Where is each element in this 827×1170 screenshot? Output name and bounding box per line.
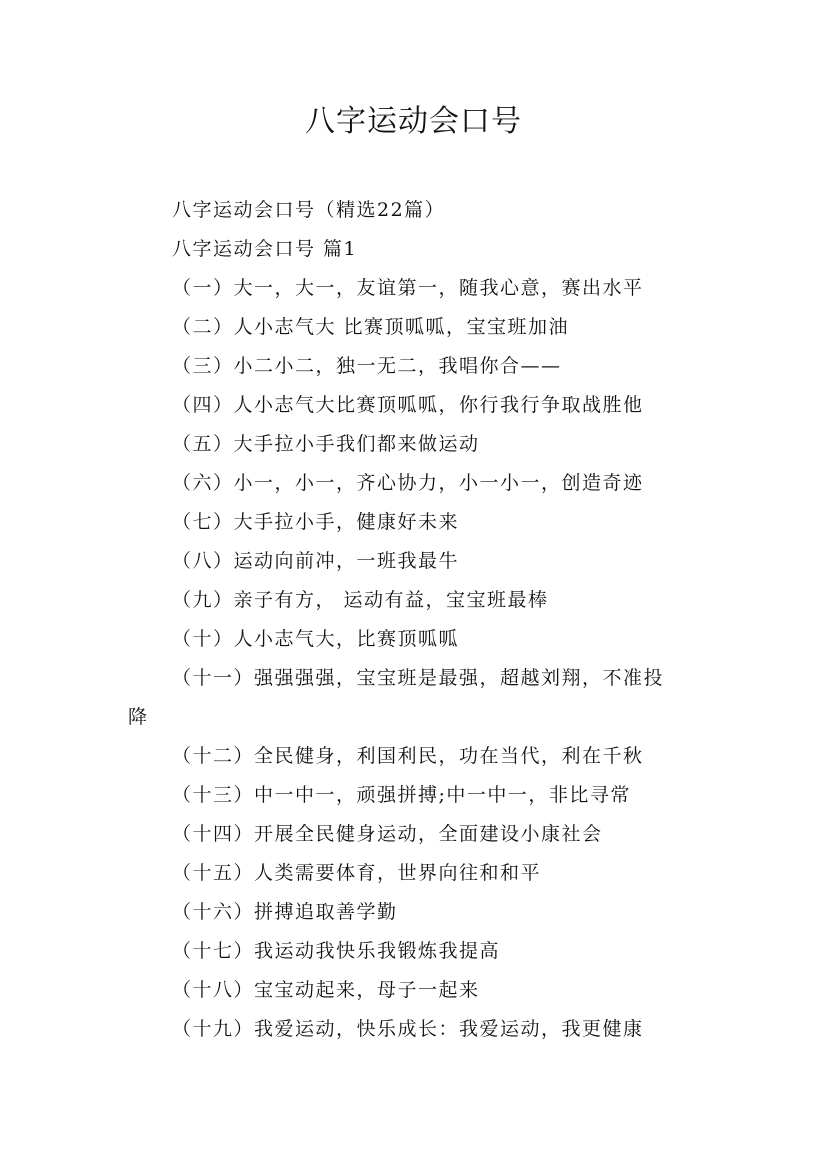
slogan-line: （三）小二小二，独一无二，我唱你合—— bbox=[172, 355, 562, 377]
slogan-line: （十一）强强强强，宝宝班是最强，超越刘翔，不准投 bbox=[172, 667, 665, 689]
slogan-line: （十）人小志气大，比赛顶呱呱 bbox=[172, 628, 460, 650]
slogan-line: （五）大手拉小手我们都来做运动 bbox=[172, 433, 480, 455]
document-subtitle: 八字运动会口号（精选22篇） bbox=[172, 199, 446, 221]
slogan-line: （十三）中一中一，顽强拼搏;中一中一，非比寻常 bbox=[172, 784, 631, 806]
slogan-line: （十八）宝宝动起来，母子一起来 bbox=[172, 979, 480, 1001]
section-heading: 八字运动会口号 篇1 bbox=[172, 238, 358, 260]
slogan-line: （四）人小志气大比赛顶呱呱，你行我行争取战胜他 bbox=[172, 394, 644, 416]
slogan-line: （八）运动向前冲，一班我最牛 bbox=[172, 550, 460, 572]
slogan-line: （十六）拼搏追取善学勤 bbox=[172, 901, 398, 923]
slogan-line: （十四）开展全民健身运动，全面建设小康社会 bbox=[172, 823, 603, 845]
slogan-line: （十二）全民健身，利国利民，功在当代，利在千秋 bbox=[172, 745, 644, 767]
slogan-line: （六）小一，小一，齐心协力，小一小一，创造奇迹 bbox=[172, 472, 644, 494]
slogan-line: （一）大一，大一，友谊第一，随我心意，赛出水平 bbox=[172, 277, 644, 299]
document-title: 八字运动会口号 bbox=[305, 104, 522, 139]
slogan-line: （二）人小志气大 比赛顶呱呱，宝宝班加油 bbox=[172, 316, 570, 338]
slogan-line: （十九）我爱运动，快乐成长：我爱运动，我更健康 bbox=[172, 1018, 644, 1040]
slogan-line: （十七）我运动我快乐我锻炼我提高 bbox=[172, 940, 501, 962]
slogan-line-continuation: 降 bbox=[128, 706, 149, 728]
slogan-line: （七）大手拉小手，健康好未来 bbox=[172, 511, 460, 533]
slogan-line: （十五）人类需要体育，世界向往和和平 bbox=[172, 862, 542, 884]
slogan-line: （九）亲子有方， 运动有益，宝宝班最棒 bbox=[172, 589, 549, 611]
